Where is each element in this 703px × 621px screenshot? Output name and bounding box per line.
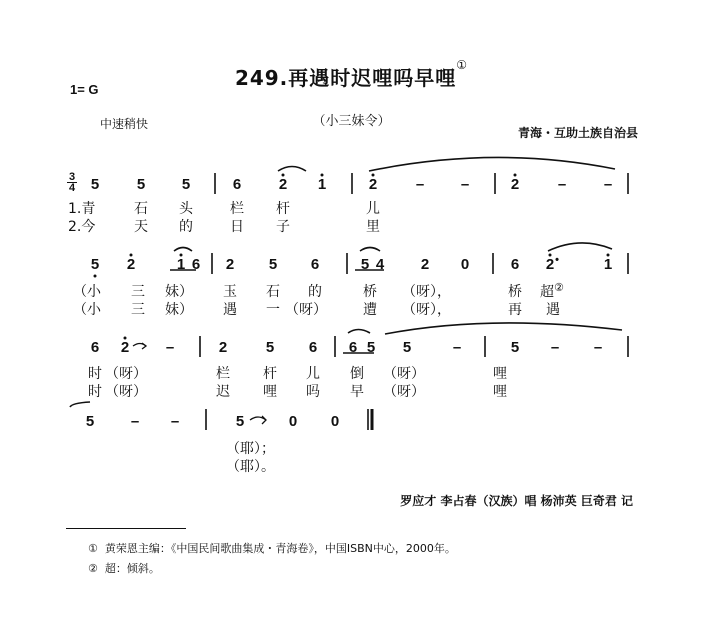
lyric: 迟	[216, 384, 230, 400]
lyric: （呀）	[105, 384, 147, 400]
dash: –	[460, 176, 470, 193]
dash: –	[170, 413, 180, 430]
octave-dot	[607, 254, 610, 257]
lyric: 桥	[363, 284, 377, 300]
note: 2	[278, 176, 288, 193]
note: 5	[265, 339, 275, 356]
octave-dot	[282, 174, 285, 177]
note: 2	[225, 256, 235, 273]
lyric: 杆	[276, 201, 290, 217]
footnote-mark: ②	[554, 281, 564, 294]
dash: –	[452, 339, 462, 356]
song-title: 249.再遇时迟哩吗早哩①	[234, 58, 469, 90]
footnote-divider	[66, 528, 186, 529]
lyric: 的	[179, 219, 193, 235]
slur	[548, 243, 612, 251]
octave-dot	[124, 337, 127, 340]
note: 1	[176, 256, 186, 273]
octave-dot	[514, 174, 517, 177]
note: 6	[348, 339, 358, 356]
lyric: 哩	[263, 384, 277, 400]
note: 2	[126, 256, 136, 273]
lyric: 哩	[493, 384, 507, 400]
rest: 0	[330, 413, 340, 430]
note: 5	[85, 413, 95, 430]
lyric: 再	[508, 302, 522, 318]
lyric: 早	[350, 384, 364, 400]
note: 5	[90, 256, 100, 273]
note: 6	[191, 256, 201, 273]
time-signature: 3 4	[68, 171, 76, 194]
lyric: 栏	[216, 366, 230, 382]
footnote-2: ② 超：倾斜。	[88, 562, 160, 575]
footnote-1: ① 黄荣恩主编：《中国民间歌曲集成・青海卷》，中国ISBN中心，2000年。	[88, 542, 456, 555]
lyric: 子	[276, 219, 290, 235]
slur	[70, 402, 90, 407]
lyric: 桥	[508, 284, 522, 300]
lyric: 头	[179, 201, 193, 217]
slur	[385, 323, 622, 334]
lyric: 吗	[306, 384, 320, 400]
lyric: 妹）	[165, 284, 193, 300]
lyric: 遇	[546, 302, 560, 318]
lyric: 时	[88, 366, 102, 382]
note: 5	[268, 256, 278, 273]
slur	[174, 248, 192, 252]
note: 5	[235, 413, 245, 430]
lyric: 儿	[366, 201, 380, 217]
slur	[348, 330, 370, 334]
lyric: （耶）；	[226, 441, 275, 457]
octave-dot	[94, 275, 97, 278]
lyric: 栏	[230, 201, 244, 217]
lyric: （耶）。	[226, 459, 275, 475]
octave-dot	[180, 254, 183, 257]
note: 2	[120, 339, 130, 356]
note: 5	[360, 256, 370, 273]
lyric: 妹）	[165, 302, 193, 318]
note: 5	[366, 339, 376, 356]
lyric: （呀）	[383, 384, 425, 400]
lyric: （呀），	[402, 302, 451, 318]
region-label: 青海・互助土族自治县	[517, 126, 638, 140]
performer-credit: 罗应才 李占春（汉族）唱 杨沛英 巨奇君 记	[400, 494, 633, 508]
tempo-marking: 中速稍快	[100, 117, 149, 131]
lyric: （呀），	[402, 284, 451, 300]
note: 2	[420, 256, 430, 273]
octave-dot	[130, 254, 133, 257]
note: 5	[136, 176, 146, 193]
lyric: 天	[134, 219, 148, 235]
dot: •	[555, 254, 559, 266]
note: 6	[308, 339, 318, 356]
note: 6	[310, 256, 320, 273]
lyric: 2.今	[68, 219, 96, 235]
note: 2	[368, 176, 378, 193]
lyric: 一	[266, 302, 280, 318]
lyric: 日	[230, 219, 244, 235]
lyric: 石	[266, 284, 280, 300]
dash: –	[603, 176, 613, 193]
lyric: 哩	[493, 366, 507, 382]
note: 5	[181, 176, 191, 193]
octave-dot	[372, 174, 375, 177]
lyric: 遭	[363, 302, 377, 318]
lyric: 里	[366, 219, 380, 235]
title-footnote-mark: ①	[456, 58, 469, 72]
note: 6	[510, 256, 520, 273]
rest: 0	[460, 256, 470, 273]
slur	[278, 167, 306, 172]
lyric: （小	[73, 302, 101, 318]
note: 2	[218, 339, 228, 356]
note: 1	[317, 176, 327, 193]
octave-dot	[549, 254, 552, 257]
rest: 0	[288, 413, 298, 430]
octave-dot	[321, 174, 324, 177]
lyric: 倒	[350, 366, 364, 382]
note: 5	[510, 339, 520, 356]
note: 2	[510, 176, 520, 193]
note: 5	[90, 176, 100, 193]
note: 2	[545, 256, 555, 273]
lyric: （呀）	[383, 366, 425, 382]
lyric: 三	[131, 302, 145, 318]
slur	[369, 157, 615, 171]
lyric: 遇	[223, 302, 237, 318]
lyric: （呀）	[105, 366, 147, 382]
lyric: 杆	[263, 366, 277, 382]
lyric: 儿	[306, 366, 320, 382]
dash: –	[557, 176, 567, 193]
key-signature: 1= G	[70, 82, 99, 97]
lyric: 三	[131, 284, 145, 300]
lyric: 超②	[540, 281, 564, 301]
lyric: 时	[88, 384, 102, 400]
note: 1	[603, 256, 613, 273]
note: 4	[375, 256, 385, 273]
note: 5	[402, 339, 412, 356]
lyric: 的	[308, 284, 322, 300]
dash: –	[415, 176, 425, 193]
lyric: （呀）	[285, 302, 327, 318]
lyric: 石	[134, 201, 148, 217]
song-subtitle: （小三妹令）	[312, 114, 391, 129]
note: 6	[232, 176, 242, 193]
note: 6	[90, 339, 100, 356]
dash: –	[165, 339, 175, 356]
lyric: （小	[73, 284, 101, 300]
dash: –	[550, 339, 560, 356]
lyric: 1.青	[68, 201, 96, 217]
slur	[360, 248, 380, 252]
lyric: 玉	[223, 284, 237, 300]
dash: –	[593, 339, 603, 356]
dash: –	[130, 413, 140, 430]
